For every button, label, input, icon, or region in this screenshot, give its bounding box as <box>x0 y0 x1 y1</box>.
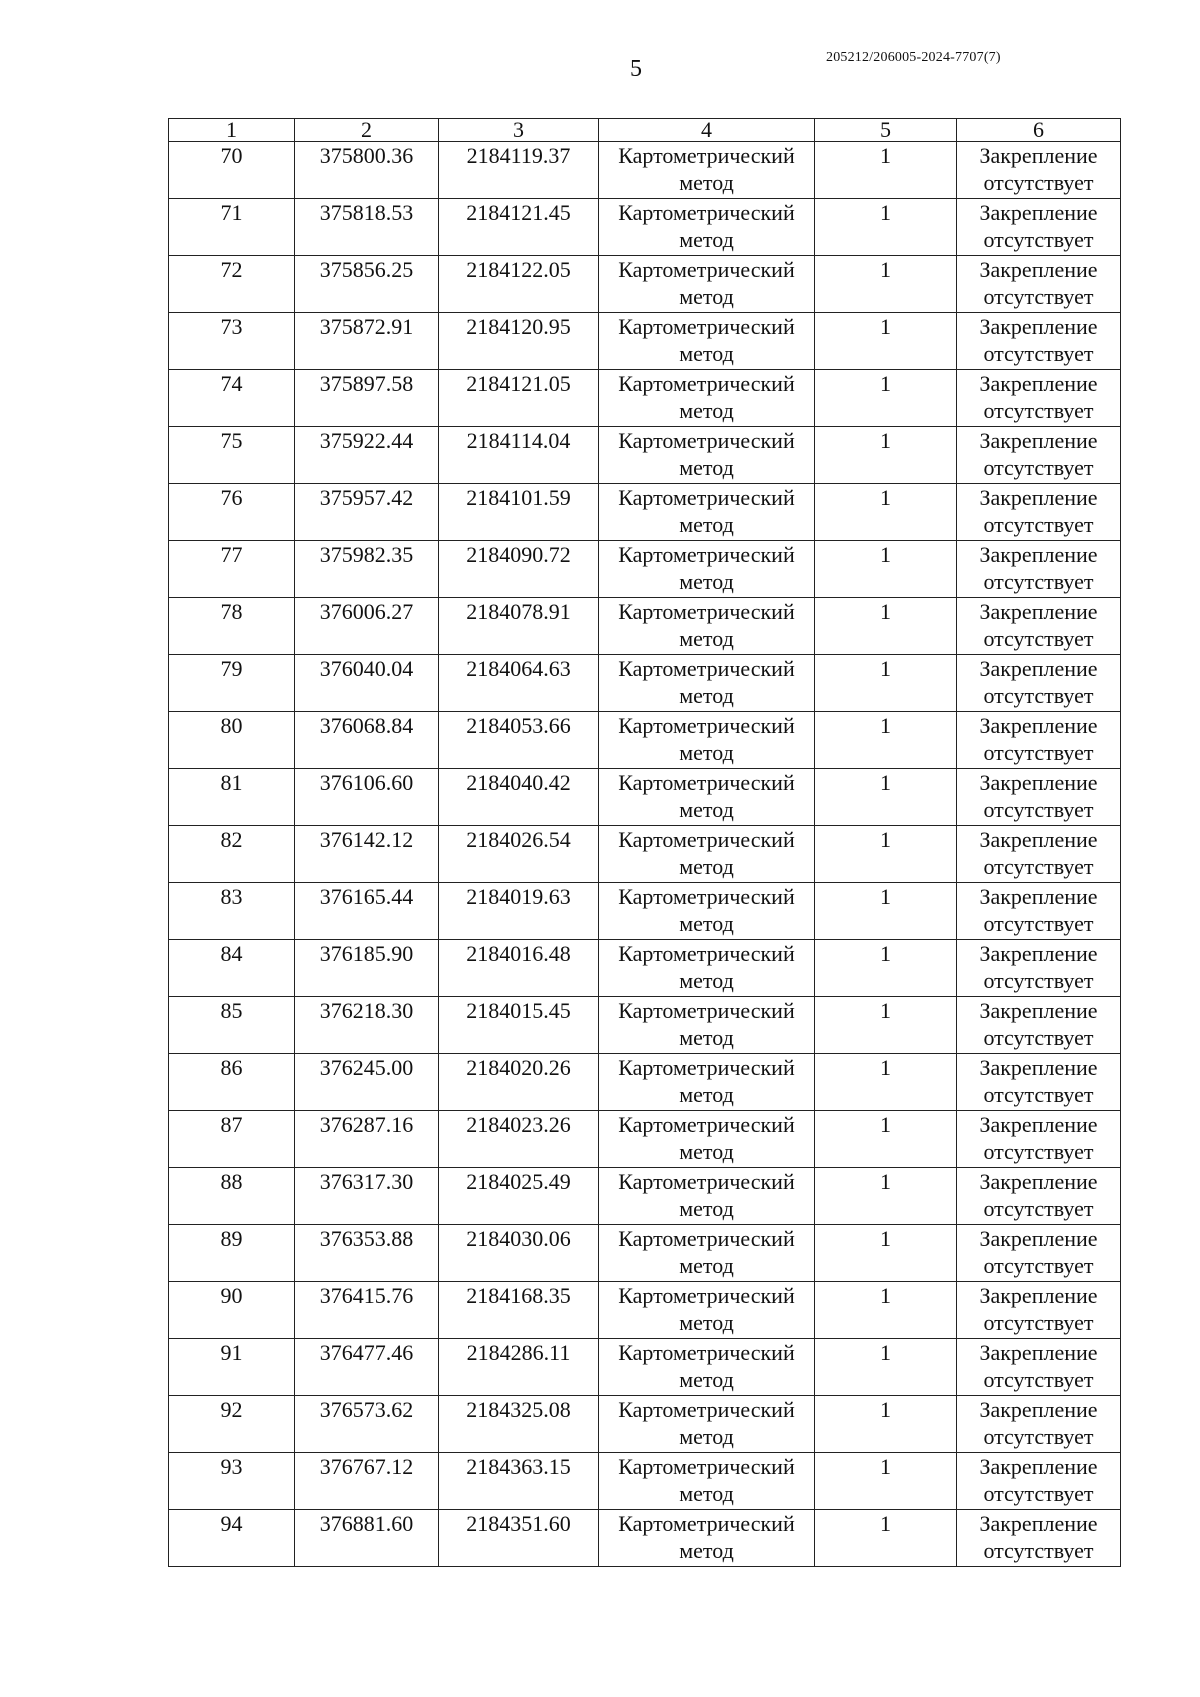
fixation-line-1: Закрепление <box>979 656 1098 681</box>
method-cell <box>599 1168 815 1225</box>
method-line-2: метод <box>679 170 734 195</box>
method-line-1: Картометрический <box>618 770 795 795</box>
point-number-cell: 84 <box>169 940 295 997</box>
fixation-cell <box>957 598 1121 655</box>
table-row <box>169 1339 1121 1396</box>
method-cell <box>599 1339 815 1396</box>
point-number-cell: 79 <box>169 655 295 712</box>
accuracy-cell: 1 <box>815 769 957 826</box>
fixation-line-1: Закрепление <box>979 1397 1098 1422</box>
fixation-line-2: отсутствует <box>983 740 1094 765</box>
y-coordinate-cell: 2184015.45 <box>439 997 599 1054</box>
fixation-line-2: отсутствует <box>983 170 1094 195</box>
method-line-1: Картометрический <box>618 599 795 624</box>
method-line-2: метод <box>679 284 734 309</box>
method-line-1: Картометрический <box>618 143 795 168</box>
method-cell <box>599 1396 815 1453</box>
fixation-cell <box>957 370 1121 427</box>
method-cell <box>599 1453 815 1510</box>
point-number-cell: 81 <box>169 769 295 826</box>
fixation-line-2: отсутствует <box>983 683 1094 708</box>
table-row <box>169 655 1121 712</box>
y-coordinate-cell: 2184026.54 <box>439 826 599 883</box>
fixation-line-2: отсутствует <box>983 569 1094 594</box>
method-line-2: метод <box>679 398 734 423</box>
x-coordinate-cell: 375982.35 <box>295 541 439 598</box>
method-cell <box>599 1111 815 1168</box>
y-coordinate-cell: 2184025.49 <box>439 1168 599 1225</box>
method-cell <box>599 826 815 883</box>
method-line-2: метод <box>679 626 734 651</box>
method-line-2: метод <box>679 1025 734 1050</box>
method-line-2: метод <box>679 797 734 822</box>
y-coordinate-cell: 2184020.26 <box>439 1054 599 1111</box>
method-line-2: метод <box>679 1481 734 1506</box>
fixation-line-1: Закрепление <box>979 1511 1098 1536</box>
x-coordinate-cell: 376106.60 <box>295 769 439 826</box>
accuracy-cell: 1 <box>815 199 957 256</box>
accuracy-cell: 1 <box>815 142 957 199</box>
fixation-cell <box>957 541 1121 598</box>
method-line-1: Картометрический <box>618 1511 795 1536</box>
x-coordinate-cell: 376353.88 <box>295 1225 439 1282</box>
document-id: 205212/206005-2024-7707(7) <box>826 50 1001 65</box>
table-row <box>169 940 1121 997</box>
y-coordinate-cell: 2184064.63 <box>439 655 599 712</box>
accuracy-cell: 1 <box>815 655 957 712</box>
point-number-cell: 73 <box>169 313 295 370</box>
table-row <box>169 313 1121 370</box>
x-coordinate-cell: 376165.44 <box>295 883 439 940</box>
method-line-2: метод <box>679 1310 734 1335</box>
fixation-cell <box>957 826 1121 883</box>
point-number-cell: 72 <box>169 256 295 313</box>
fixation-cell <box>957 1054 1121 1111</box>
y-coordinate-cell: 2184023.26 <box>439 1111 599 1168</box>
fixation-line-2: отсутствует <box>983 455 1094 480</box>
table-row <box>169 199 1121 256</box>
table-row <box>169 541 1121 598</box>
y-coordinate-cell: 2184101.59 <box>439 484 599 541</box>
y-coordinate-cell: 2184019.63 <box>439 883 599 940</box>
y-coordinate-cell: 2184120.95 <box>439 313 599 370</box>
method-cell <box>599 313 815 370</box>
accuracy-cell: 1 <box>815 1282 957 1339</box>
method-line-2: метод <box>679 455 734 480</box>
method-line-2: метод <box>679 1139 734 1164</box>
method-cell <box>599 256 815 313</box>
table-row <box>169 1282 1121 1339</box>
x-coordinate-cell: 376218.30 <box>295 997 439 1054</box>
method-line-2: метод <box>679 1196 734 1221</box>
method-line-1: Картометрический <box>618 1340 795 1365</box>
fixation-cell <box>957 199 1121 256</box>
point-number-cell: 91 <box>169 1339 295 1396</box>
fixation-line-1: Закрепление <box>979 143 1098 168</box>
coordinates-table <box>168 118 1121 1567</box>
fixation-line-1: Закрепление <box>979 1112 1098 1137</box>
y-coordinate-cell: 2184121.45 <box>439 199 599 256</box>
x-coordinate-cell: 375957.42 <box>295 484 439 541</box>
fixation-line-2: отсутствует <box>983 911 1094 936</box>
x-coordinate-cell: 375818.53 <box>295 199 439 256</box>
x-coordinate-cell: 376287.16 <box>295 1111 439 1168</box>
fixation-line-1: Закрепление <box>979 200 1098 225</box>
method-line-2: метод <box>679 1367 734 1392</box>
x-coordinate-cell: 376881.60 <box>295 1510 439 1567</box>
fixation-line-2: отсутствует <box>983 398 1094 423</box>
accuracy-cell: 1 <box>815 370 957 427</box>
fixation-cell <box>957 769 1121 826</box>
fixation-line-1: Закрепление <box>979 1055 1098 1080</box>
table-row <box>169 598 1121 655</box>
fixation-line-2: отсутствует <box>983 512 1094 537</box>
fixation-line-1: Закрепление <box>979 1226 1098 1251</box>
fixation-line-2: отсутствует <box>983 1481 1094 1506</box>
y-coordinate-cell: 2184325.08 <box>439 1396 599 1453</box>
fixation-cell <box>957 484 1121 541</box>
fixation-line-2: отсутствует <box>983 797 1094 822</box>
fixation-line-2: отсутствует <box>983 1253 1094 1278</box>
method-line-1: Картометрический <box>618 941 795 966</box>
fixation-line-2: отсутствует <box>983 1082 1094 1107</box>
point-number-cell: 78 <box>169 598 295 655</box>
fixation-line-2: отсутствует <box>983 341 1094 366</box>
header-row <box>169 119 1121 142</box>
accuracy-cell: 1 <box>815 541 957 598</box>
fixation-cell <box>957 313 1121 370</box>
x-coordinate-cell: 375800.36 <box>295 142 439 199</box>
y-coordinate-cell: 2184030.06 <box>439 1225 599 1282</box>
fixation-line-2: отсутствует <box>983 227 1094 252</box>
method-cell <box>599 712 815 769</box>
table-row <box>169 712 1121 769</box>
y-coordinate-cell: 2184122.05 <box>439 256 599 313</box>
method-cell <box>599 1225 815 1282</box>
table-row <box>169 142 1121 199</box>
point-number-cell: 90 <box>169 1282 295 1339</box>
y-coordinate-cell: 2184114.04 <box>439 427 599 484</box>
table-row <box>169 769 1121 826</box>
method-line-1: Картометрический <box>618 371 795 396</box>
table-row <box>169 1111 1121 1168</box>
method-line-1: Картометрический <box>618 257 795 282</box>
fixation-line-2: отсутствует <box>983 1310 1094 1335</box>
point-number-cell: 85 <box>169 997 295 1054</box>
x-coordinate-cell: 375856.25 <box>295 256 439 313</box>
fixation-cell <box>957 1510 1121 1567</box>
fixation-line-1: Закрепление <box>979 770 1098 795</box>
point-number-cell: 92 <box>169 1396 295 1453</box>
fixation-line-1: Закрепление <box>979 485 1098 510</box>
point-number-cell: 82 <box>169 826 295 883</box>
method-line-2: метод <box>679 1538 734 1563</box>
fixation-line-1: Закрепление <box>979 1283 1098 1308</box>
method-line-1: Картометрический <box>618 827 795 852</box>
fixation-line-2: отсутствует <box>983 626 1094 651</box>
fixation-line-2: отсутствует <box>983 854 1094 879</box>
fixation-cell <box>957 1225 1121 1282</box>
table-row <box>169 1396 1121 1453</box>
fixation-cell <box>957 1339 1121 1396</box>
fixation-cell <box>957 1282 1121 1339</box>
method-line-2: метод <box>679 911 734 936</box>
x-coordinate-cell: 376185.90 <box>295 940 439 997</box>
point-number-cell: 94 <box>169 1510 295 1567</box>
x-coordinate-cell: 375922.44 <box>295 427 439 484</box>
accuracy-cell: 1 <box>815 256 957 313</box>
fixation-line-2: отсутствует <box>983 1538 1094 1563</box>
table-row <box>169 1054 1121 1111</box>
y-coordinate-cell: 2184078.91 <box>439 598 599 655</box>
accuracy-cell: 1 <box>815 484 957 541</box>
method-cell <box>599 940 815 997</box>
fixation-line-2: отсутствует <box>983 968 1094 993</box>
column-header-2: 2 <box>295 119 439 142</box>
method-line-1: Картометрический <box>618 884 795 909</box>
y-coordinate-cell: 2184121.05 <box>439 370 599 427</box>
x-coordinate-cell: 375897.58 <box>295 370 439 427</box>
fixation-cell <box>957 940 1121 997</box>
table-row <box>169 883 1121 940</box>
fixation-line-1: Закрепление <box>979 998 1098 1023</box>
method-line-2: метод <box>679 968 734 993</box>
table-row <box>169 997 1121 1054</box>
fixation-line-1: Закрепление <box>979 599 1098 624</box>
x-coordinate-cell: 376767.12 <box>295 1453 439 1510</box>
y-coordinate-cell: 2184040.42 <box>439 769 599 826</box>
fixation-line-2: отсутствует <box>983 1025 1094 1050</box>
point-number-cell: 88 <box>169 1168 295 1225</box>
method-cell <box>599 1282 815 1339</box>
fixation-cell <box>957 1168 1121 1225</box>
table-row <box>169 1168 1121 1225</box>
accuracy-cell: 1 <box>815 313 957 370</box>
y-coordinate-cell: 2184119.37 <box>439 142 599 199</box>
x-coordinate-cell: 376573.62 <box>295 1396 439 1453</box>
accuracy-cell: 1 <box>815 1339 957 1396</box>
accuracy-cell: 1 <box>815 826 957 883</box>
method-line-1: Картометрический <box>618 713 795 738</box>
method-cell <box>599 598 815 655</box>
y-coordinate-cell: 2184286.11 <box>439 1339 599 1396</box>
y-coordinate-cell: 2184090.72 <box>439 541 599 598</box>
table-body <box>169 142 1121 1567</box>
accuracy-cell: 1 <box>815 1168 957 1225</box>
method-cell <box>599 655 815 712</box>
point-number-cell: 86 <box>169 1054 295 1111</box>
method-cell <box>599 1510 815 1567</box>
point-number-cell: 89 <box>169 1225 295 1282</box>
point-number-cell: 75 <box>169 427 295 484</box>
fixation-line-1: Закрепление <box>979 1454 1098 1479</box>
column-header-3: 3 <box>439 119 599 142</box>
method-line-2: метод <box>679 1082 734 1107</box>
fixation-cell <box>957 1396 1121 1453</box>
method-line-2: метод <box>679 740 734 765</box>
x-coordinate-cell: 376477.46 <box>295 1339 439 1396</box>
method-line-1: Картометрический <box>618 1055 795 1080</box>
accuracy-cell: 1 <box>815 883 957 940</box>
method-cell <box>599 997 815 1054</box>
fixation-cell <box>957 142 1121 199</box>
point-number-cell: 77 <box>169 541 295 598</box>
table-row <box>169 484 1121 541</box>
method-cell <box>599 1054 815 1111</box>
fixation-line-1: Закрепление <box>979 542 1098 567</box>
y-coordinate-cell: 2184053.66 <box>439 712 599 769</box>
method-line-1: Картометрический <box>618 1226 795 1251</box>
method-line-2: метод <box>679 1253 734 1278</box>
method-line-1: Картометрический <box>618 485 795 510</box>
y-coordinate-cell: 2184363.15 <box>439 1453 599 1510</box>
x-coordinate-cell: 376142.12 <box>295 826 439 883</box>
accuracy-cell: 1 <box>815 1510 957 1567</box>
y-coordinate-cell: 2184351.60 <box>439 1510 599 1567</box>
point-number-cell: 93 <box>169 1453 295 1510</box>
column-header-5: 5 <box>815 119 957 142</box>
table-header <box>169 119 1121 142</box>
method-cell <box>599 541 815 598</box>
column-header-4: 4 <box>599 119 815 142</box>
method-line-1: Картометрический <box>618 1397 795 1422</box>
x-coordinate-cell: 376040.04 <box>295 655 439 712</box>
fixation-cell <box>957 655 1121 712</box>
fixation-line-1: Закрепление <box>979 713 1098 738</box>
point-number-cell: 74 <box>169 370 295 427</box>
table-row <box>169 826 1121 883</box>
method-line-2: метод <box>679 512 734 537</box>
method-line-1: Картометрический <box>618 428 795 453</box>
fixation-line-1: Закрепление <box>979 428 1098 453</box>
x-coordinate-cell: 375872.91 <box>295 313 439 370</box>
accuracy-cell: 1 <box>815 598 957 655</box>
method-line-1: Картометрический <box>618 656 795 681</box>
fixation-cell <box>957 1111 1121 1168</box>
table-row <box>169 370 1121 427</box>
fixation-line-1: Закрепление <box>979 941 1098 966</box>
method-cell <box>599 484 815 541</box>
table-row <box>169 1453 1121 1510</box>
method-line-1: Картометрический <box>618 1454 795 1479</box>
method-line-1: Картометрический <box>618 542 795 567</box>
table-row <box>169 1225 1121 1282</box>
accuracy-cell: 1 <box>815 1453 957 1510</box>
method-cell <box>599 142 815 199</box>
point-number-cell: 87 <box>169 1111 295 1168</box>
x-coordinate-cell: 376068.84 <box>295 712 439 769</box>
y-coordinate-cell: 2184016.48 <box>439 940 599 997</box>
fixation-cell <box>957 997 1121 1054</box>
fixation-cell <box>957 712 1121 769</box>
fixation-line-2: отсутствует <box>983 1139 1094 1164</box>
accuracy-cell: 1 <box>815 427 957 484</box>
method-line-2: метод <box>679 341 734 366</box>
point-number-cell: 76 <box>169 484 295 541</box>
point-number-cell: 80 <box>169 712 295 769</box>
method-cell <box>599 883 815 940</box>
method-line-2: метод <box>679 227 734 252</box>
fixation-line-1: Закрепление <box>979 827 1098 852</box>
fixation-line-1: Закрепление <box>979 371 1098 396</box>
method-line-2: метод <box>679 854 734 879</box>
fixation-cell <box>957 427 1121 484</box>
fixation-line-1: Закрепление <box>979 1340 1098 1365</box>
method-line-2: метод <box>679 569 734 594</box>
method-cell <box>599 199 815 256</box>
x-coordinate-cell: 376317.30 <box>295 1168 439 1225</box>
method-cell <box>599 769 815 826</box>
fixation-line-1: Закрепление <box>979 884 1098 909</box>
column-header-1: 1 <box>169 119 295 142</box>
accuracy-cell: 1 <box>815 1054 957 1111</box>
method-cell <box>599 370 815 427</box>
method-line-1: Картометрический <box>618 200 795 225</box>
table-row <box>169 1510 1121 1567</box>
method-line-2: метод <box>679 683 734 708</box>
x-coordinate-cell: 376415.76 <box>295 1282 439 1339</box>
fixation-line-2: отсутствует <box>983 1367 1094 1392</box>
table-row <box>169 427 1121 484</box>
fixation-line-1: Закрепление <box>979 257 1098 282</box>
x-coordinate-cell: 376006.27 <box>295 598 439 655</box>
fixation-cell <box>957 256 1121 313</box>
accuracy-cell: 1 <box>815 940 957 997</box>
fixation-line-1: Закрепление <box>979 314 1098 339</box>
table-row <box>169 256 1121 313</box>
accuracy-cell: 1 <box>815 1111 957 1168</box>
point-number-cell: 70 <box>169 142 295 199</box>
accuracy-cell: 1 <box>815 997 957 1054</box>
accuracy-cell: 1 <box>815 1225 957 1282</box>
fixation-cell <box>957 1453 1121 1510</box>
method-line-1: Картометрический <box>618 1283 795 1308</box>
method-line-1: Картометрический <box>618 1169 795 1194</box>
point-number-cell: 71 <box>169 199 295 256</box>
accuracy-cell: 1 <box>815 712 957 769</box>
fixation-line-2: отсутствует <box>983 1196 1094 1221</box>
method-line-1: Картометрический <box>618 998 795 1023</box>
method-line-2: метод <box>679 1424 734 1449</box>
column-header-6: 6 <box>957 119 1121 142</box>
method-line-1: Картометрический <box>618 1112 795 1137</box>
x-coordinate-cell: 376245.00 <box>295 1054 439 1111</box>
fixation-line-1: Закрепление <box>979 1169 1098 1194</box>
accuracy-cell: 1 <box>815 1396 957 1453</box>
method-cell <box>599 427 815 484</box>
fixation-line-2: отсутствует <box>983 1424 1094 1449</box>
page-number: 5 <box>630 56 642 82</box>
y-coordinate-cell: 2184168.35 <box>439 1282 599 1339</box>
fixation-line-2: отсутствует <box>983 284 1094 309</box>
method-line-1: Картометрический <box>618 314 795 339</box>
point-number-cell: 83 <box>169 883 295 940</box>
fixation-cell <box>957 883 1121 940</box>
